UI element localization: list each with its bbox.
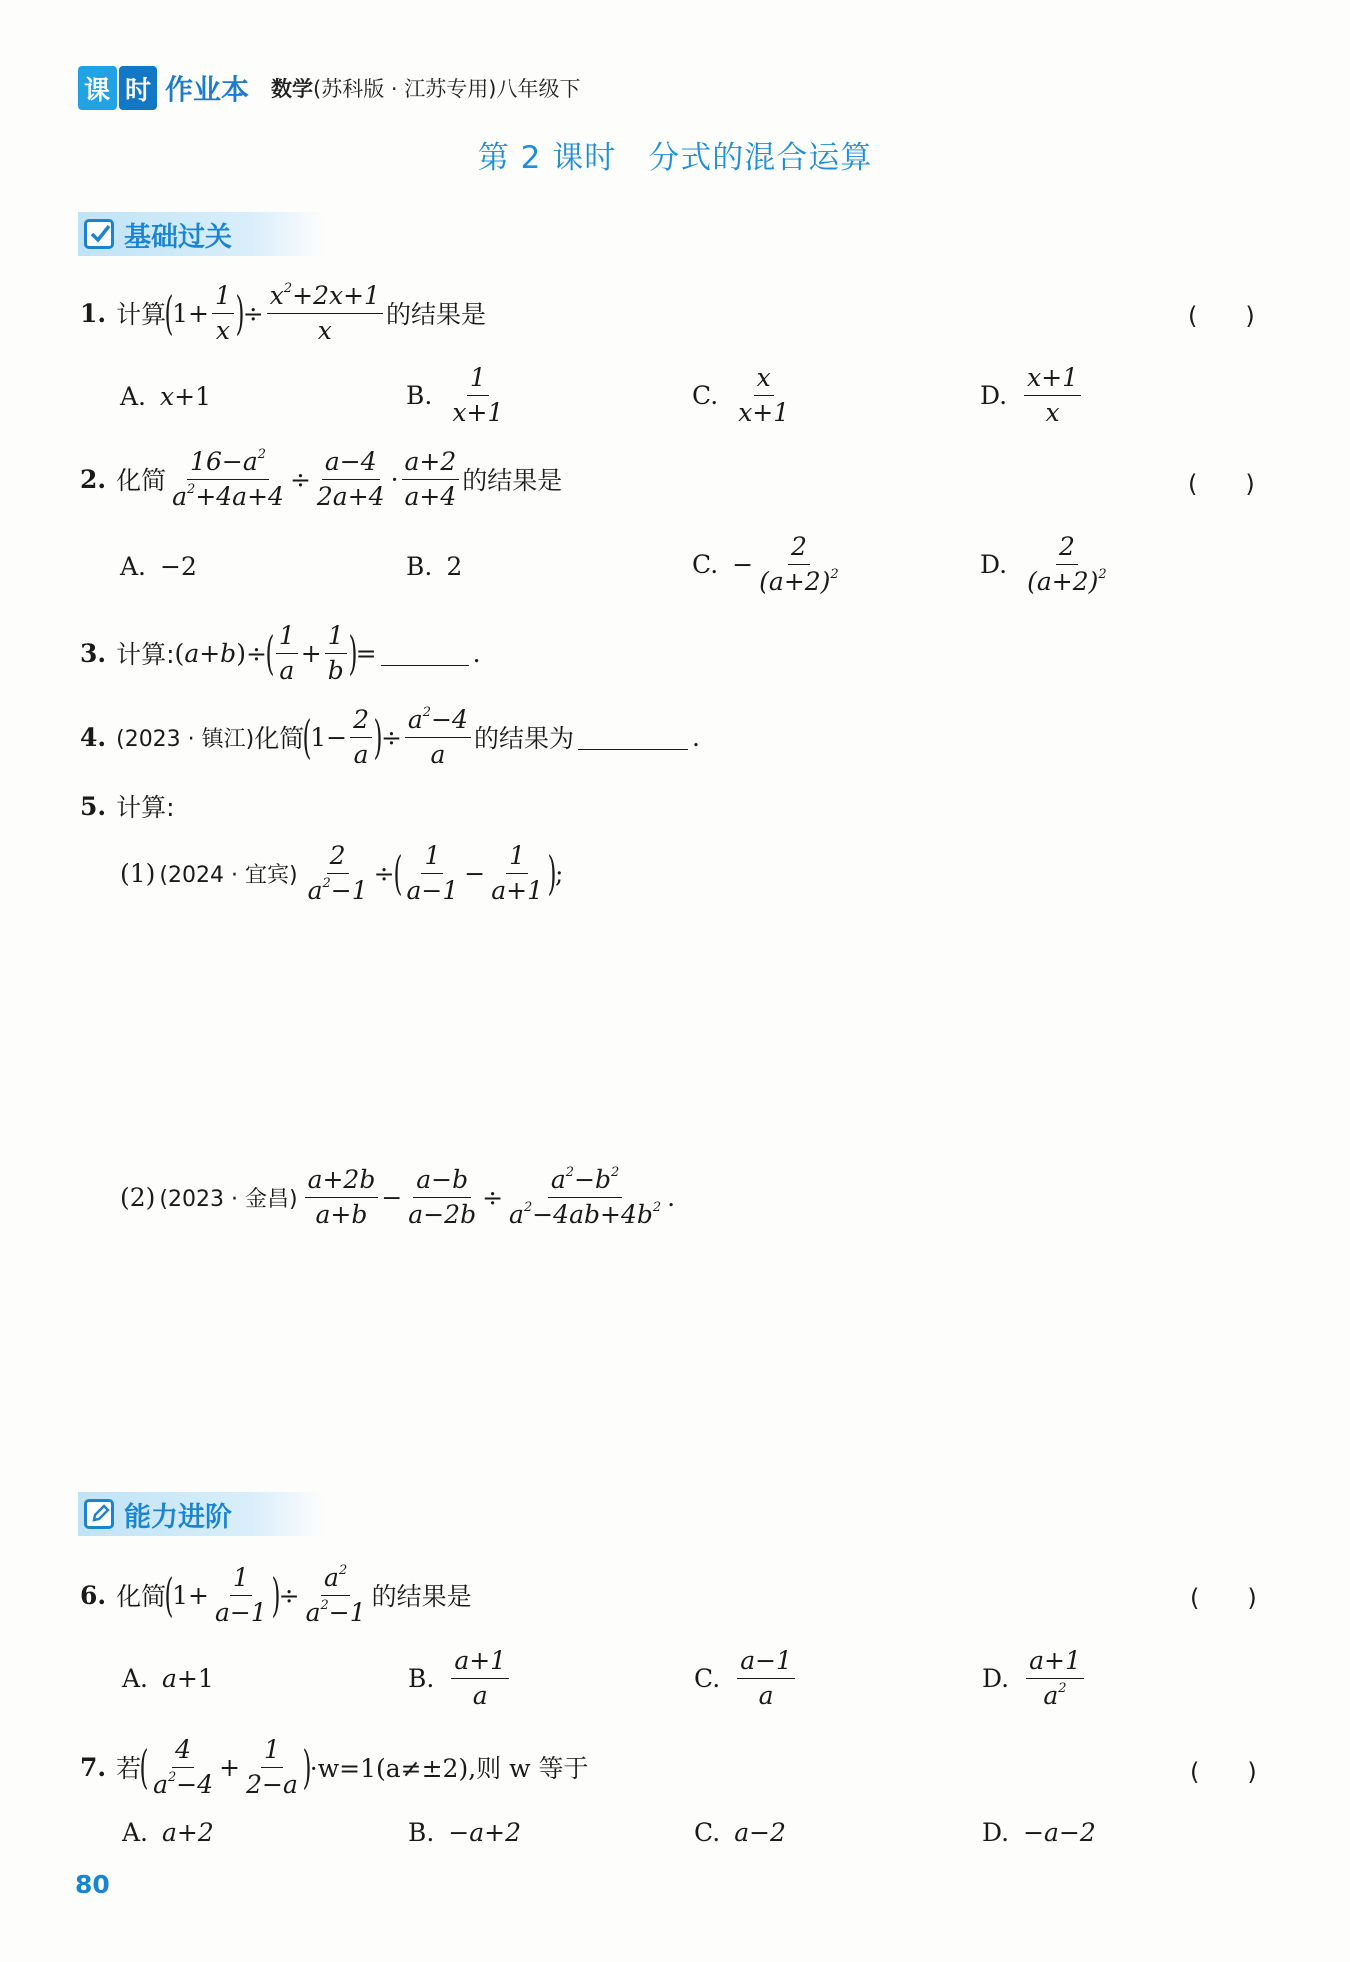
question-prefix: 计算 bbox=[116, 300, 167, 329]
option-1b[interactable]: B. $\frac{1}{x+1}$ bbox=[406, 363, 504, 427]
option-2b[interactable] bbox=[406, 552, 462, 581]
question-prefix: 化简 bbox=[254, 724, 305, 753]
answer-paren-1[interactable]: ( ) bbox=[1188, 302, 1255, 330]
question-number: 5. bbox=[80, 791, 107, 821]
edition-label: (苏科版 · 江苏专用)八年级下 bbox=[313, 77, 581, 101]
option-label: A. bbox=[122, 1818, 149, 1847]
option-label: C. bbox=[692, 380, 719, 410]
question-suffix: 的结果是 bbox=[462, 466, 563, 495]
question-prefix: 计算: bbox=[116, 793, 175, 822]
page-number: 80 bbox=[75, 1870, 110, 1899]
question-5-2: (2) (2023 · 金昌) $\frac{a+2b}{a+b}$ − $\frac{a-b}{a-2b}$ ÷ $\frac{a^2-b^2}{a^2-4ab+4b^2}$ . bbox=[120, 1165, 676, 1229]
question-7: 7. 若 ( $\frac{4}{a^2-4}$ + $\frac{1}{2-a}$ ) ·w=1(a≠±2),则 w 等于 bbox=[80, 1735, 589, 1799]
question-suffix: 的结果是 bbox=[371, 1582, 472, 1611]
question-suffix: ·w=1(a≠±2),则 w 等于 bbox=[309, 1754, 589, 1783]
option-7a[interactable] bbox=[122, 1818, 214, 1847]
option-label: C. bbox=[694, 1663, 721, 1693]
option-7d[interactable] bbox=[982, 1818, 1096, 1847]
option-label: D. bbox=[980, 380, 1008, 410]
section-advanced bbox=[78, 1492, 324, 1536]
answer-blank-3[interactable] bbox=[381, 641, 469, 666]
question-4: 4. (2023 · 镇江) 化简 ( 1− $\frac{2}{a}$ ) ÷ $\frac{a^2-4}{a}$ 的结果为 . bbox=[80, 705, 700, 769]
option-6a[interactable]: A. a +1 bbox=[122, 1664, 214, 1693]
option-6d[interactable]: D. $\frac{a+1}{a^2}$ bbox=[982, 1647, 1087, 1709]
option-2c[interactable]: C. − $\frac{2}{(a+2)^2}$ bbox=[692, 532, 839, 596]
option-value: 2 bbox=[446, 552, 463, 581]
option-1c[interactable]: C. $\frac{x}{x+1}$ bbox=[692, 363, 790, 427]
question-suffix: 的结果是 bbox=[385, 300, 486, 329]
option-1a[interactable]: A. x +1 bbox=[120, 382, 211, 411]
option-label: B. bbox=[406, 380, 433, 410]
question-5 bbox=[80, 788, 175, 824]
section-title: 基础过关 bbox=[124, 221, 232, 253]
option-6b[interactable]: B. $\frac{a+1}{a}$ bbox=[408, 1647, 512, 1709]
question-6: 6. 化简 ( 1+ $\frac{1}{a-1}$ ) ÷ $\frac{a^2}{a^2-1}$ 的结果是 bbox=[80, 1563, 472, 1627]
question-source: (2023 · 镇江) bbox=[116, 726, 255, 752]
option-6c[interactable]: C. $\frac{a-1}{a}$ bbox=[694, 1647, 798, 1709]
question-number: 6. bbox=[80, 1580, 107, 1610]
subject-label: 数学 bbox=[271, 77, 314, 101]
book-header bbox=[78, 66, 580, 110]
question-suffix: 的结果为 bbox=[473, 724, 574, 753]
option-7b[interactable] bbox=[408, 1818, 521, 1847]
section-basic bbox=[78, 212, 324, 256]
option-label: B. bbox=[408, 1663, 435, 1693]
section-title: 能力进阶 bbox=[124, 1501, 232, 1533]
option-label: A. bbox=[120, 382, 147, 411]
option-7c[interactable] bbox=[694, 1818, 786, 1847]
question-prefix: 化简 bbox=[116, 1582, 167, 1611]
option-value: a−2 bbox=[734, 1818, 786, 1847]
question-5-1: (1) (2024 · 宜宾) $\frac{2}{a^2-1}$ ÷ ( $\frac{1}{a-1}$ − $\frac{1}{a+1}$ ) ; bbox=[120, 841, 564, 905]
option-label: C. bbox=[694, 1818, 721, 1847]
option-label: D. bbox=[982, 1818, 1010, 1847]
question-number: 3. bbox=[80, 638, 107, 668]
logo-text: 作业本 bbox=[165, 73, 250, 106]
question-prefix: 化简 bbox=[116, 466, 167, 495]
question-3: 3. 计算: ( a + b )÷ ( $\frac{1}{a}$ + $\frac{1}{b}$ ) = . bbox=[80, 621, 481, 685]
book-subtitle bbox=[271, 73, 580, 103]
option-value: −a−2 bbox=[1023, 1818, 1096, 1847]
answer-paren-7[interactable]: ( ) bbox=[1190, 1758, 1257, 1786]
logo-char-2: 时 bbox=[119, 66, 157, 110]
option-label: D. bbox=[982, 1663, 1010, 1693]
check-icon bbox=[84, 219, 114, 249]
option-2d[interactable]: D. $\frac{2}{(a+2)^2}$ bbox=[980, 532, 1107, 596]
option-label: A. bbox=[122, 1664, 149, 1693]
logo-char-1: 课 bbox=[78, 66, 117, 110]
question-number: 2. bbox=[80, 464, 107, 494]
question-1: 1. 计算 ( 1+ $\frac{1}{x}$ ) ÷ $\frac{x^2+2x+1}{x}$ 的结果是 bbox=[80, 281, 486, 345]
answer-blank-4[interactable] bbox=[578, 725, 688, 750]
option-value: −a+2 bbox=[448, 1818, 522, 1847]
question-number: 4. bbox=[80, 722, 107, 752]
question-number: 7. bbox=[80, 1752, 107, 1782]
question-number: 1. bbox=[80, 298, 107, 328]
option-value: −2 bbox=[160, 552, 197, 581]
question-2: 2. 化简 $\frac{16-a^2}{a^2+4a+4}$ ÷ $\frac{a-4}{2a+4}$ · $\frac{a+2}{a+4}$ 的结果是 bbox=[80, 447, 563, 511]
question-prefix: 若 bbox=[116, 1754, 142, 1783]
subquestion-label: (2) bbox=[120, 1182, 156, 1212]
option-label: B. bbox=[408, 1818, 435, 1847]
answer-paren-2[interactable]: ( ) bbox=[1188, 470, 1255, 498]
answer-paren-6[interactable]: ( ) bbox=[1190, 1584, 1257, 1612]
option-label: C. bbox=[692, 549, 719, 579]
option-label: D. bbox=[980, 549, 1008, 579]
question-source: (2024 · 宜宾) bbox=[159, 862, 298, 888]
option-label: A. bbox=[120, 552, 147, 581]
option-2a[interactable] bbox=[120, 552, 197, 581]
option-value: a+2 bbox=[162, 1818, 214, 1847]
lesson-title: 第 2 课时 分式的混合运算 bbox=[477, 140, 873, 176]
option-1d[interactable]: D. $\frac{x+1}{x}$ bbox=[980, 364, 1084, 426]
question-prefix: 计算: bbox=[116, 640, 175, 669]
subquestion-label: (1) bbox=[120, 858, 156, 888]
question-source: (2023 · 金昌) bbox=[159, 1186, 298, 1212]
edit-icon bbox=[84, 1499, 114, 1529]
option-label: B. bbox=[406, 552, 433, 581]
